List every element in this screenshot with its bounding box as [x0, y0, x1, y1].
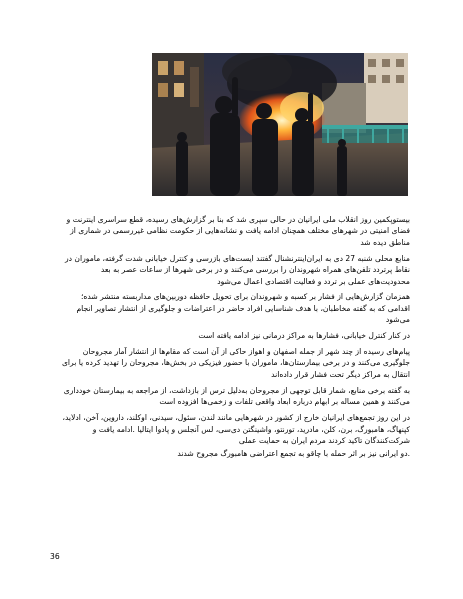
article-body: [58, 214, 410, 464]
paragraph: پیام‌های رسیده از چند شهر از جمله اصفهان و اهواز حاکی از آن است که مقام‌ها از انتشار آمار مجروحان جلوگیری می‌کنند و در برخی بیمارستان‌ها، ماموران با حضور فیزیکی در بخش‌ها، مجروحان را تهدید کرده یا برای انتقال به مراکز دیگر تحت فشار قرار داده‌اند: [61, 347, 410, 379]
paragraph: همزمان گزارش‌هایی از فشار بر کسبه و شهروندان برای تحویل حافظه دوربین‌های مداربسته منتشر شده؛ اقدامی که به گفته مخاطبان، با هدف شناسایی افراد حاضر در اعتراضات و جلوگیری از انتشار تصاویر انجام می‌شود: [76, 292, 410, 325]
protest-scene-illustration: [152, 53, 408, 196]
paragraph: به گفته برخی منابع، شمار قابل توجهی از مجروحان به‌دلیل ترس از بازداشت، از مراجعه به بیمارستان خودداری می‌کنند و همین مساله بر ابهام درباره ابعاد واقعی تلفات و زخمی‌ها افزوده است: [63, 385, 410, 407]
page-number: 36: [50, 552, 60, 561]
paragraph: بیستوپکمین روز انقلاب ملی ایرانیان در حالی سپری شد که بنا بر گزارش‌های رسیده، قطع سراسری اینترنت و فضای امنیتی در شهرهای مختلف همچنان ادامه یافت و نشانه‌هایی از حکومت نظامی غیررسمی در شماری از مناطق دیده شد: [66, 215, 410, 247]
protest-photo: [152, 53, 408, 196]
paragraph: .دو ایرانی نیز بر اثر حمله با چاقو به تجمع اعتراضی هامبورگ مجروح شدند: [177, 449, 410, 459]
paragraph: در کنار کنترل خیابانی، فشارها به مراکز درمانی نیز ادامه یافته است: [198, 331, 410, 341]
paragraph: در این روز تجمع‌های ایرانیان خارج از کشور در شهرهایی مانند لندن، سئول، سیدنی، اوکلند، داروین، آخن، ادلاید، کپنهاگ، هامبورگ، برن، کلن، مادرید، تورنتو، واشینگتن دی‌سی، لس آنجلس و پادوا ایتالیا .ادامه یافت و شرکت‌کنندگان تاکید کردند مردم ایران به حمایت عملی: [62, 413, 410, 445]
paragraph: منابع محلی شنبه 27 دی به ایران‌اینترنشنال گفتند ایست‌های بازرسی و کنترل خیابانی شدت گرفته، ماموران در نقاط پرتردد تلفن‌های همراه شهروندان را بررسی می‌کنند و در برخی شهرها از ساعات عصر به بعد محدودیت‌های عملی بر تردد و فعالیت اقتصادی اعمال می‌شود: [64, 253, 410, 286]
